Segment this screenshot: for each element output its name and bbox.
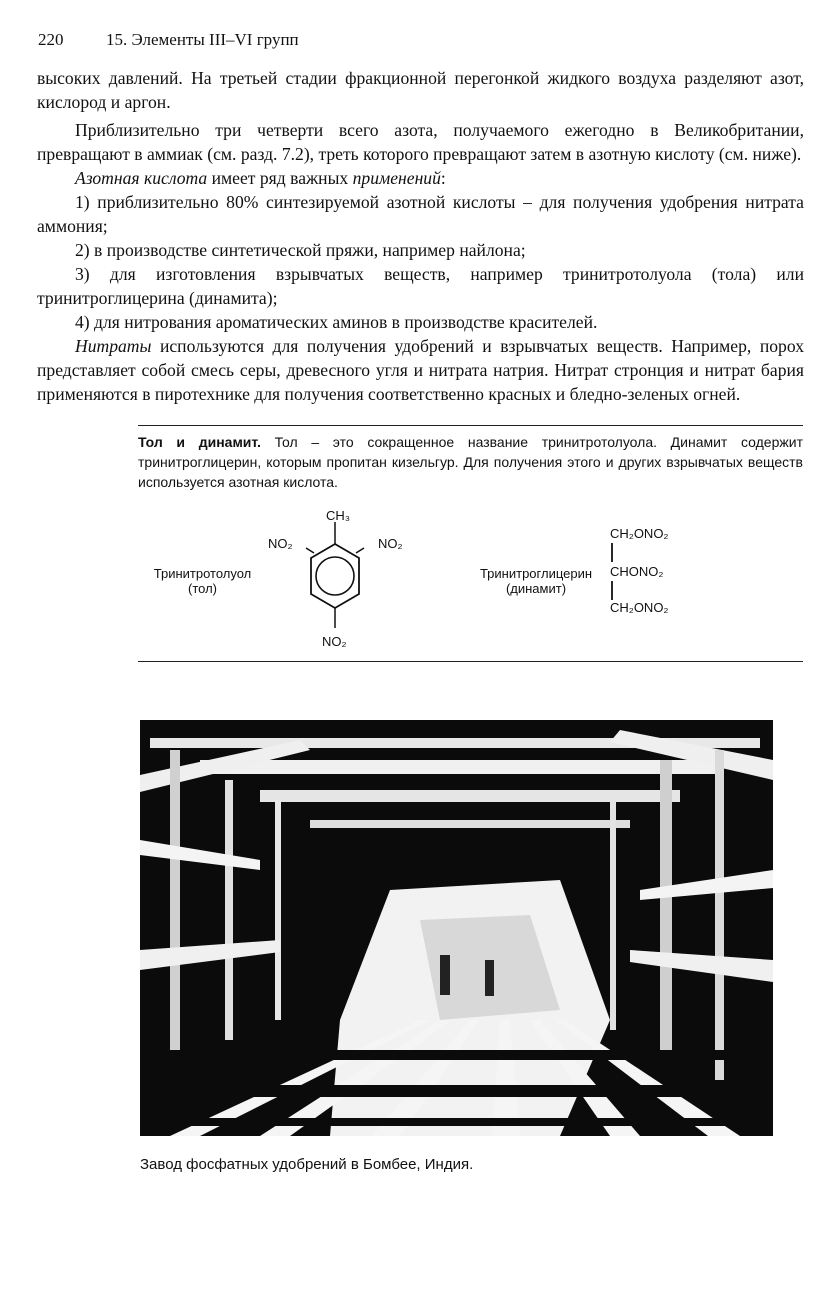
- term-applications: применений: [352, 168, 441, 188]
- box-bottom-rule: [138, 661, 803, 662]
- running-head: [38, 30, 299, 50]
- photo-caption: Завод фосфатных удобрений в Бомбее, Индия.: [140, 1156, 474, 1173]
- term-nitric-acid: Азотная кислота: [75, 168, 208, 188]
- chapter-title: 15. Элементы III–VI групп: [106, 30, 299, 49]
- factory-photo-drawing: [140, 720, 773, 1136]
- paragraph-nitrates: Нитраты используются для получения удобрений и взрывчатых веществ. Например, порох представляет собой смесь серы, древесного угля и нитрата натрия. Нитрат стронция и нитрат бария применяются в пиротехнике для получения соответственно красных и бледно-зеленых огней.: [37, 336, 804, 404]
- ntg-row1: CH₂ONO₂: [610, 526, 669, 541]
- ntg-row3: CH₂ONO₂: [610, 600, 669, 615]
- box-top-rule: [138, 425, 803, 426]
- tnt-label: Тринитротолуол (тол): [153, 566, 252, 596]
- ntg-row2: CHONO₂: [610, 564, 664, 579]
- paragraph-nitric-acid-intro: Азотная кислота имеет ряд важных применений:: [75, 168, 446, 188]
- factory-photo: [140, 720, 773, 1136]
- tnt-no2-bottom: NO₂: [322, 634, 347, 649]
- page-number: 220: [38, 30, 64, 49]
- list-item: 3) для изготовления взрывчатых веществ, например тринитротолуола (тола) или тринитроглицерина (динамита);: [37, 264, 804, 308]
- list-item: 1) приблизительно 80% синтезируемой азотной кислоты – для получения удобрения нитрата аммония;: [37, 192, 804, 236]
- tnt-no2-right: NO₂: [378, 536, 403, 551]
- body-text: [37, 66, 804, 406]
- list-item: 2) в производстве синтетической пряжи, например найлона;: [75, 240, 526, 260]
- ntg-label: Тринитроглицерин (динамит): [479, 566, 593, 596]
- paragraph-continuation: высоких давлений. На третьей стадии фракционной перегонкой жидкого воздуха разделяют азот, кислород и аргон.: [37, 68, 804, 112]
- list-item: 4) для нитрования ароматических аминов в производстве красителей.: [75, 312, 598, 332]
- benzene-ring-drawing: [280, 518, 390, 638]
- box-title: Тол и динамит.: [138, 434, 261, 450]
- tnt-ch3: CH₃: [326, 508, 351, 523]
- ntg-bonds: [608, 540, 618, 606]
- box-body: Тол – это сокращенное название тринитротолуола. Динамит содержит тринитроглицерин, которым пропитан кизельгур. Для получения этого и других взрывчатых веществ используется азотная кислота.: [138, 434, 803, 490]
- sidebar-box-text: [138, 432, 803, 492]
- paragraph-nitrogen-use: Приблизительно три четверти всего азота, получаемого ежегодно в Великобритании, превращают в аммиак (см. разд. 7.2), треть которого превращают затем в азотную кислоту (см. ниже).: [37, 120, 804, 164]
- term-nitrates: Нитраты: [75, 336, 152, 356]
- tnt-no2-left: NO₂: [268, 536, 293, 551]
